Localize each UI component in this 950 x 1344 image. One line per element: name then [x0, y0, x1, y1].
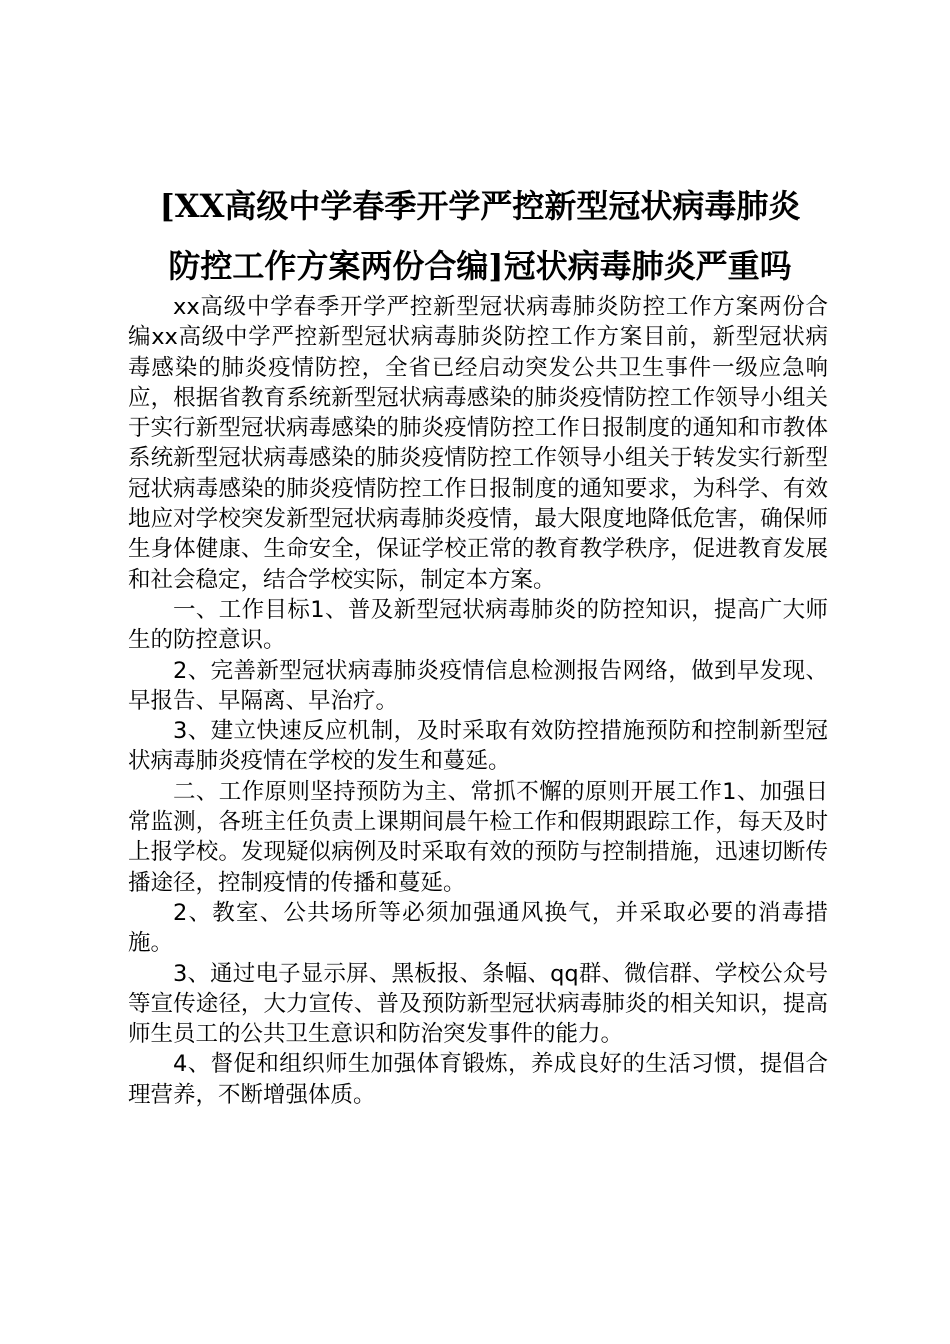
paragraph-principle-4: 4、督促和组织师生加强体育锻炼，养成良好的生活习惯，提倡合理营养，不断增强体质。 [128, 1051, 828, 1108]
paragraph-goal-3: 3、建立快速反应机制，及时采取有效防控措施预防和控制新型冠状病毒肺炎疫情在学校的发生和蔓延。 [128, 718, 828, 775]
paragraph-principle-1: 二、工作原则坚持预防为主、常抓不懈的原则开展工作1、加强日常监测，各班主任负责上课期间晨午检工作和假期跟踪工作，每天及时上报学校。发现疑似病例及时采取有效的预防与控制措施，迅速切断传播途径，控制疫情的传播和蔓延。 [128, 778, 828, 896]
paragraph-principle-2: 2、教室、公共场所等必须加强通风换气，并采取必要的消毒措施。 [128, 899, 828, 957]
paragraph-principle-3: 3、通过电子显示屏、黑板报、条幅、qq群、微信群、学校公众号等宣传途径，大力宣传、普及预防新型冠状病毒肺炎的相关知识，提高师生员工的公共卫生意识和防治突发事件的能力。 [128, 960, 828, 1048]
paragraph-goal-2: 2、完善新型冠状病毒肺炎疫情信息检测报告网络，做到早发现、早报告、早隔离、早治疗。 [128, 657, 828, 714]
paragraph-goal-1: 一、工作目标1、普及新型冠状病毒肺炎的防控知识，提高广大师生的防控意识。 [128, 596, 828, 654]
document-title-line-2: 防控工作方案两份合编]冠状病毒肺炎严重吗 [168, 247, 792, 285]
document-title-line-1: [XX高级中学春季开学严控新型冠状病毒肺炎 [159, 187, 801, 225]
paragraph-intro: xx高级中学春季开学严控新型冠状病毒肺炎防控工作方案两份合编xx高级中学严控新型冠状病毒肺炎防控工作方案目前，新型冠状病毒感染的肺炎疫情防控，全省已经启动突发公共卫生事件一级应急响应，根据省教育系统新型冠状病毒感染的肺炎疫情防控工作领导小组关于实行新型冠状病毒感染的肺炎疫情防控工作日报制度的通知和市教体系统新型冠状病毒感染的肺炎疫情防控工作领导小组关于转发实行新型冠状病毒感染的肺炎疫情防控工作日报制度的通知要求，为科学、有效地应对学校突发新型冠状病毒肺炎疫情，最大限度地降低危害，确保师生身体健康、生命安全，保证学校正常的教育教学秩序，促进教育发展和社会稳定，结合学校实际，制定本方案。 [128, 294, 828, 593]
document-body [128, 292, 828, 1110]
